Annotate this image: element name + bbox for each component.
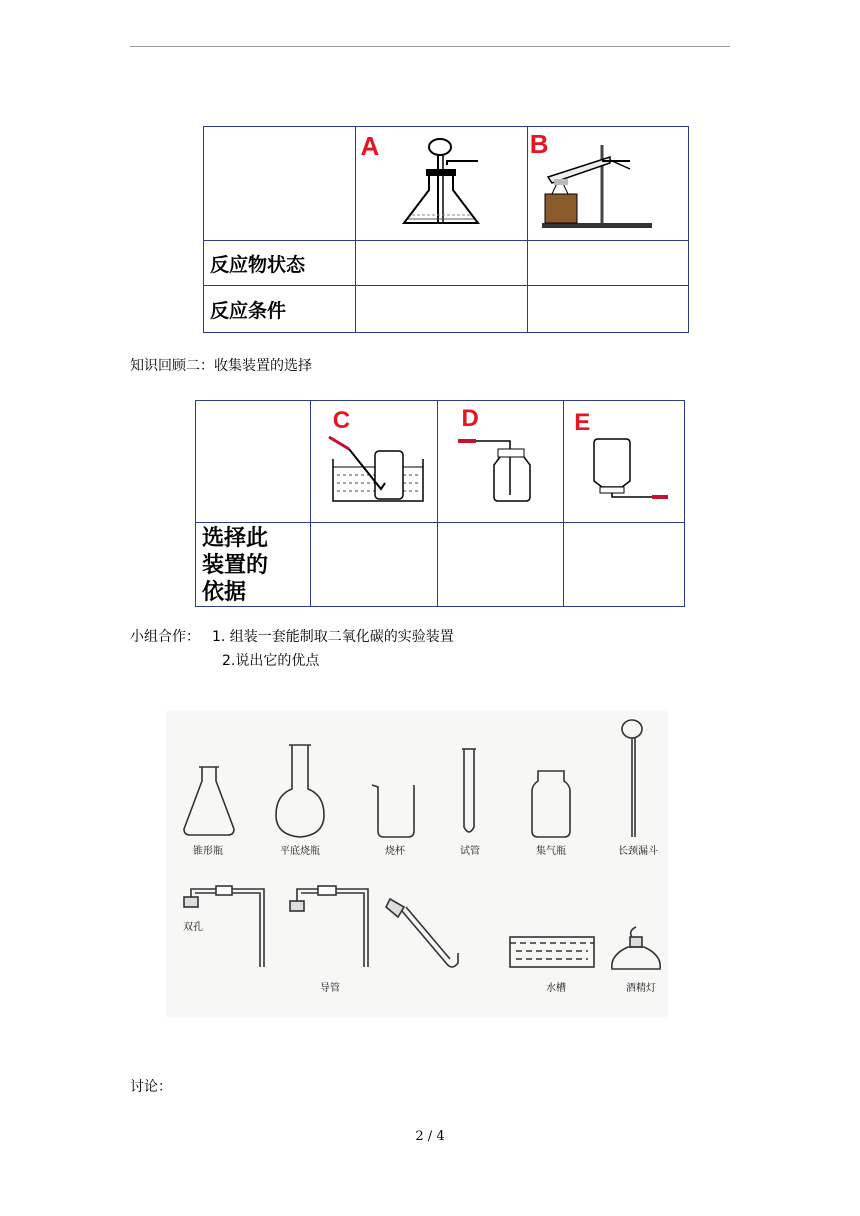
caption-trough: 水槽	[546, 983, 566, 994]
table2-answer-c	[310, 523, 437, 607]
test-tube-icon	[462, 749, 476, 832]
row-label-basis	[196, 523, 311, 607]
beaker-icon	[372, 785, 414, 837]
caption-gas-jar: 集气瓶	[536, 846, 566, 857]
table1-answer-b-state	[527, 241, 688, 286]
apparatus-table-collection	[195, 400, 685, 607]
group-work-item-1: 1. 组装一套能制取二氧化碳的实验装置	[212, 629, 454, 645]
table2-cell-e	[564, 401, 685, 523]
caption-alcohol-lamp: 酒精灯	[626, 983, 656, 994]
flask-with-funnel-icon	[394, 135, 504, 235]
table1-answer-a-condition	[356, 286, 527, 333]
downward-air-displacement-icon	[568, 431, 678, 516]
heating-test-tube-icon	[540, 139, 660, 229]
bent-tube-2-icon	[290, 886, 368, 967]
upward-air-displacement-icon	[454, 431, 554, 511]
conical-flask-icon	[184, 767, 234, 835]
water-displacement-icon	[319, 431, 429, 511]
letter-d: D	[461, 405, 479, 432]
caption-test-tube: 试管	[460, 846, 480, 857]
bent-tube-3-icon	[386, 899, 458, 967]
long-funnel-icon	[622, 720, 642, 837]
caption-conical-flask: 锥形瓶	[193, 846, 223, 857]
group-work-label: 小组合作：	[130, 629, 200, 645]
caption-two-hole: 双孔	[183, 922, 203, 933]
caption-beaker: 烧杯	[385, 846, 405, 857]
table2-answer-e	[564, 523, 685, 607]
table1-cell-a	[356, 127, 527, 241]
row-label-state: 反应物状态	[204, 241, 356, 286]
section2-title: 知识回顾二：收集装置的选择	[130, 358, 312, 374]
gas-jar-icon	[532, 771, 570, 837]
table1-answer-a-state	[356, 241, 527, 286]
row-label-basis-line-2: 装置的	[202, 553, 269, 578]
page-number: 2 / 4	[415, 1129, 445, 1144]
table1-answer-b-condition	[527, 286, 688, 333]
table2-cell-d	[437, 401, 564, 523]
apparatus-table-generation	[203, 126, 689, 333]
water-trough-icon	[510, 937, 594, 967]
caption-tubes: 导管	[320, 983, 340, 994]
row-label-basis-line-1: 选择此	[202, 526, 269, 551]
table2-corner-cell	[196, 401, 311, 523]
row-label-basis-line-3: 依据	[202, 580, 247, 605]
caption-flat-flask: 平底烧瓶	[280, 846, 320, 857]
table1-cell-b	[527, 127, 688, 241]
letter-e: E	[574, 409, 591, 436]
header-rule	[130, 46, 730, 47]
caption-long-funnel: 长颈漏斗	[618, 846, 658, 857]
row-label-condition: 反应条件	[204, 286, 356, 333]
group-work-item-2: 2.说出它的优点	[222, 653, 320, 669]
letter-a: A	[360, 131, 380, 161]
alcohol-lamp-icon	[612, 927, 660, 969]
table2-cell-c	[310, 401, 437, 523]
letter-b: B	[529, 129, 549, 159]
discussion-label: 讨论：	[130, 1079, 172, 1095]
letter-c: C	[332, 407, 351, 434]
flat-flask-icon	[276, 745, 324, 837]
table1-corner-cell	[204, 127, 356, 241]
apparatus-figure	[166, 711, 668, 1017]
table2-answer-d	[437, 523, 564, 607]
